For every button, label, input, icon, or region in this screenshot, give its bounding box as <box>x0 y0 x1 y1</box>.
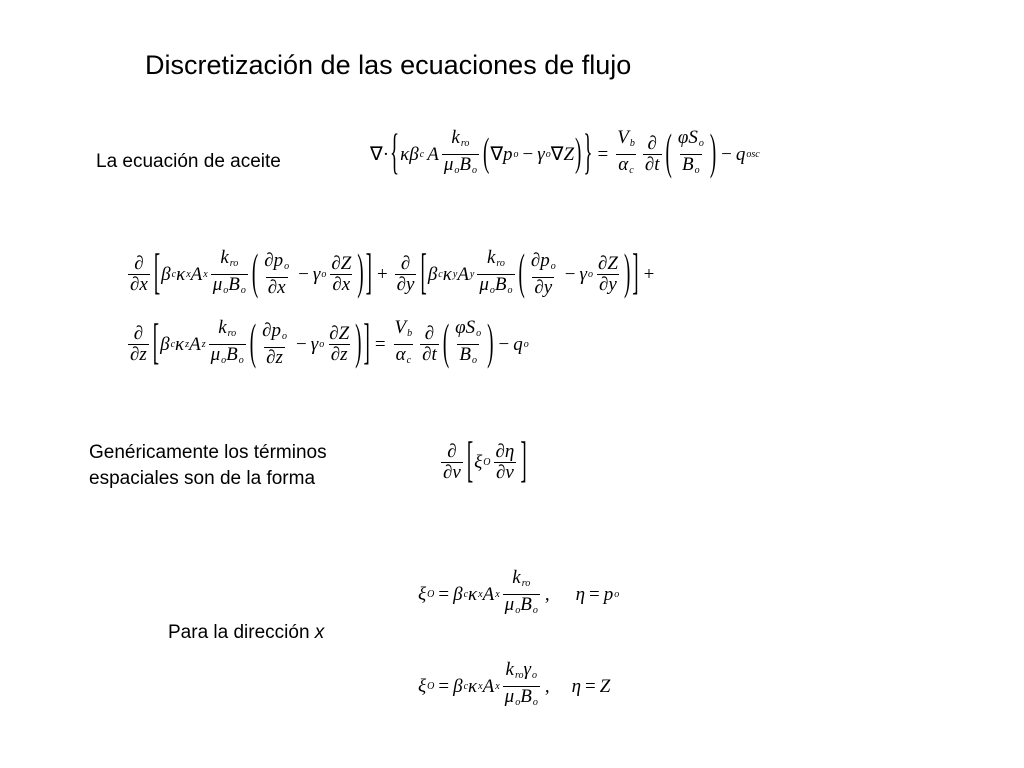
generic-coef-sub: O <box>483 457 491 468</box>
page-title: Discretización de las ecuaciones de flujo <box>145 50 632 80</box>
generic-form-label-line1: Genéricamente los términos <box>89 442 327 463</box>
generic-form-equation: $\frac{\partial}{\partial v}$ [ ξ O $\frac{\partial\eta}{\partial v}$ ] <box>443 433 527 489</box>
eta-z: Z <box>599 675 611 697</box>
generic-form-label <box>89 440 327 492</box>
x-direction-label: Para la dirección x <box>168 622 325 643</box>
generic-coef: ξ <box>474 451 483 473</box>
oil-equation-label: La ecuación de aceite <box>96 151 281 172</box>
oil-rhs-sub: osc <box>746 149 760 160</box>
oil-rhs-term: q <box>735 143 746 165</box>
eta-p: p <box>603 583 614 605</box>
discrete-equation-row1: $\frac{\partial}{\partial x}$ [ β c κ x A x $\frac{k_{ro}}{\mu_oB_o}$ ( $\frac{\partial p_o}{\partial x}$ − γ o $\frac{\partial Z}{\partial x}$ ) ] + $\frac{\partial}{\partial y}$ [ β c κ y A y $\frac{k_{ro}}{\mu_oB_o}$ ( $\frac{\partial p_o}{\partial y}$ − γ o $\frac{\partial Z}{\partial y}$ ) ] + <box>130 245 655 301</box>
eta-p-sub: o <box>614 589 620 600</box>
discrete-equation-row2: $\frac{\partial}{\partial z}$ [ β c κ z A z $\frac{k_{ro}}{\mu_oB_o}$ ( $\frac{\partial p_o}{\partial z}$ − γ o $\frac{\partial Z}{\partial z}$ ) ] = $\frac{V_b}{\alpha_c}$ $\frac{\partial}{\partial t}$ ( $\frac{\varphi S_o}{B_o}$ ) − q o <box>130 315 529 371</box>
x-direction-equation1: ξ O = β c κ x A x $\frac{k_{ro}}{\mu_oB_o}$ , η = p o <box>418 568 619 621</box>
generic-form-label-line2: espaciales son de la forma <box>89 468 316 489</box>
oil-equation: ∇· { κ β c A $\frac{k_{ro}}{\mu_oB_o}$ ( ∇ p o − γ o ∇ Z ) } = $\frac{V_b}{\alpha_c}$ $\frac{\partial}{\partial t}$ ( $\frac{\varphi S_o}{B_o}$ ) − q osc <box>370 125 760 181</box>
discrete-rhs-sub: o <box>523 339 529 350</box>
discrete-rhs-term: q <box>513 333 523 355</box>
x-direction-equation2: ξ O = β c κ x A x $\frac{k_{ro}\gamma_o}{\mu_oB_o}$ , η = Z <box>418 660 610 713</box>
